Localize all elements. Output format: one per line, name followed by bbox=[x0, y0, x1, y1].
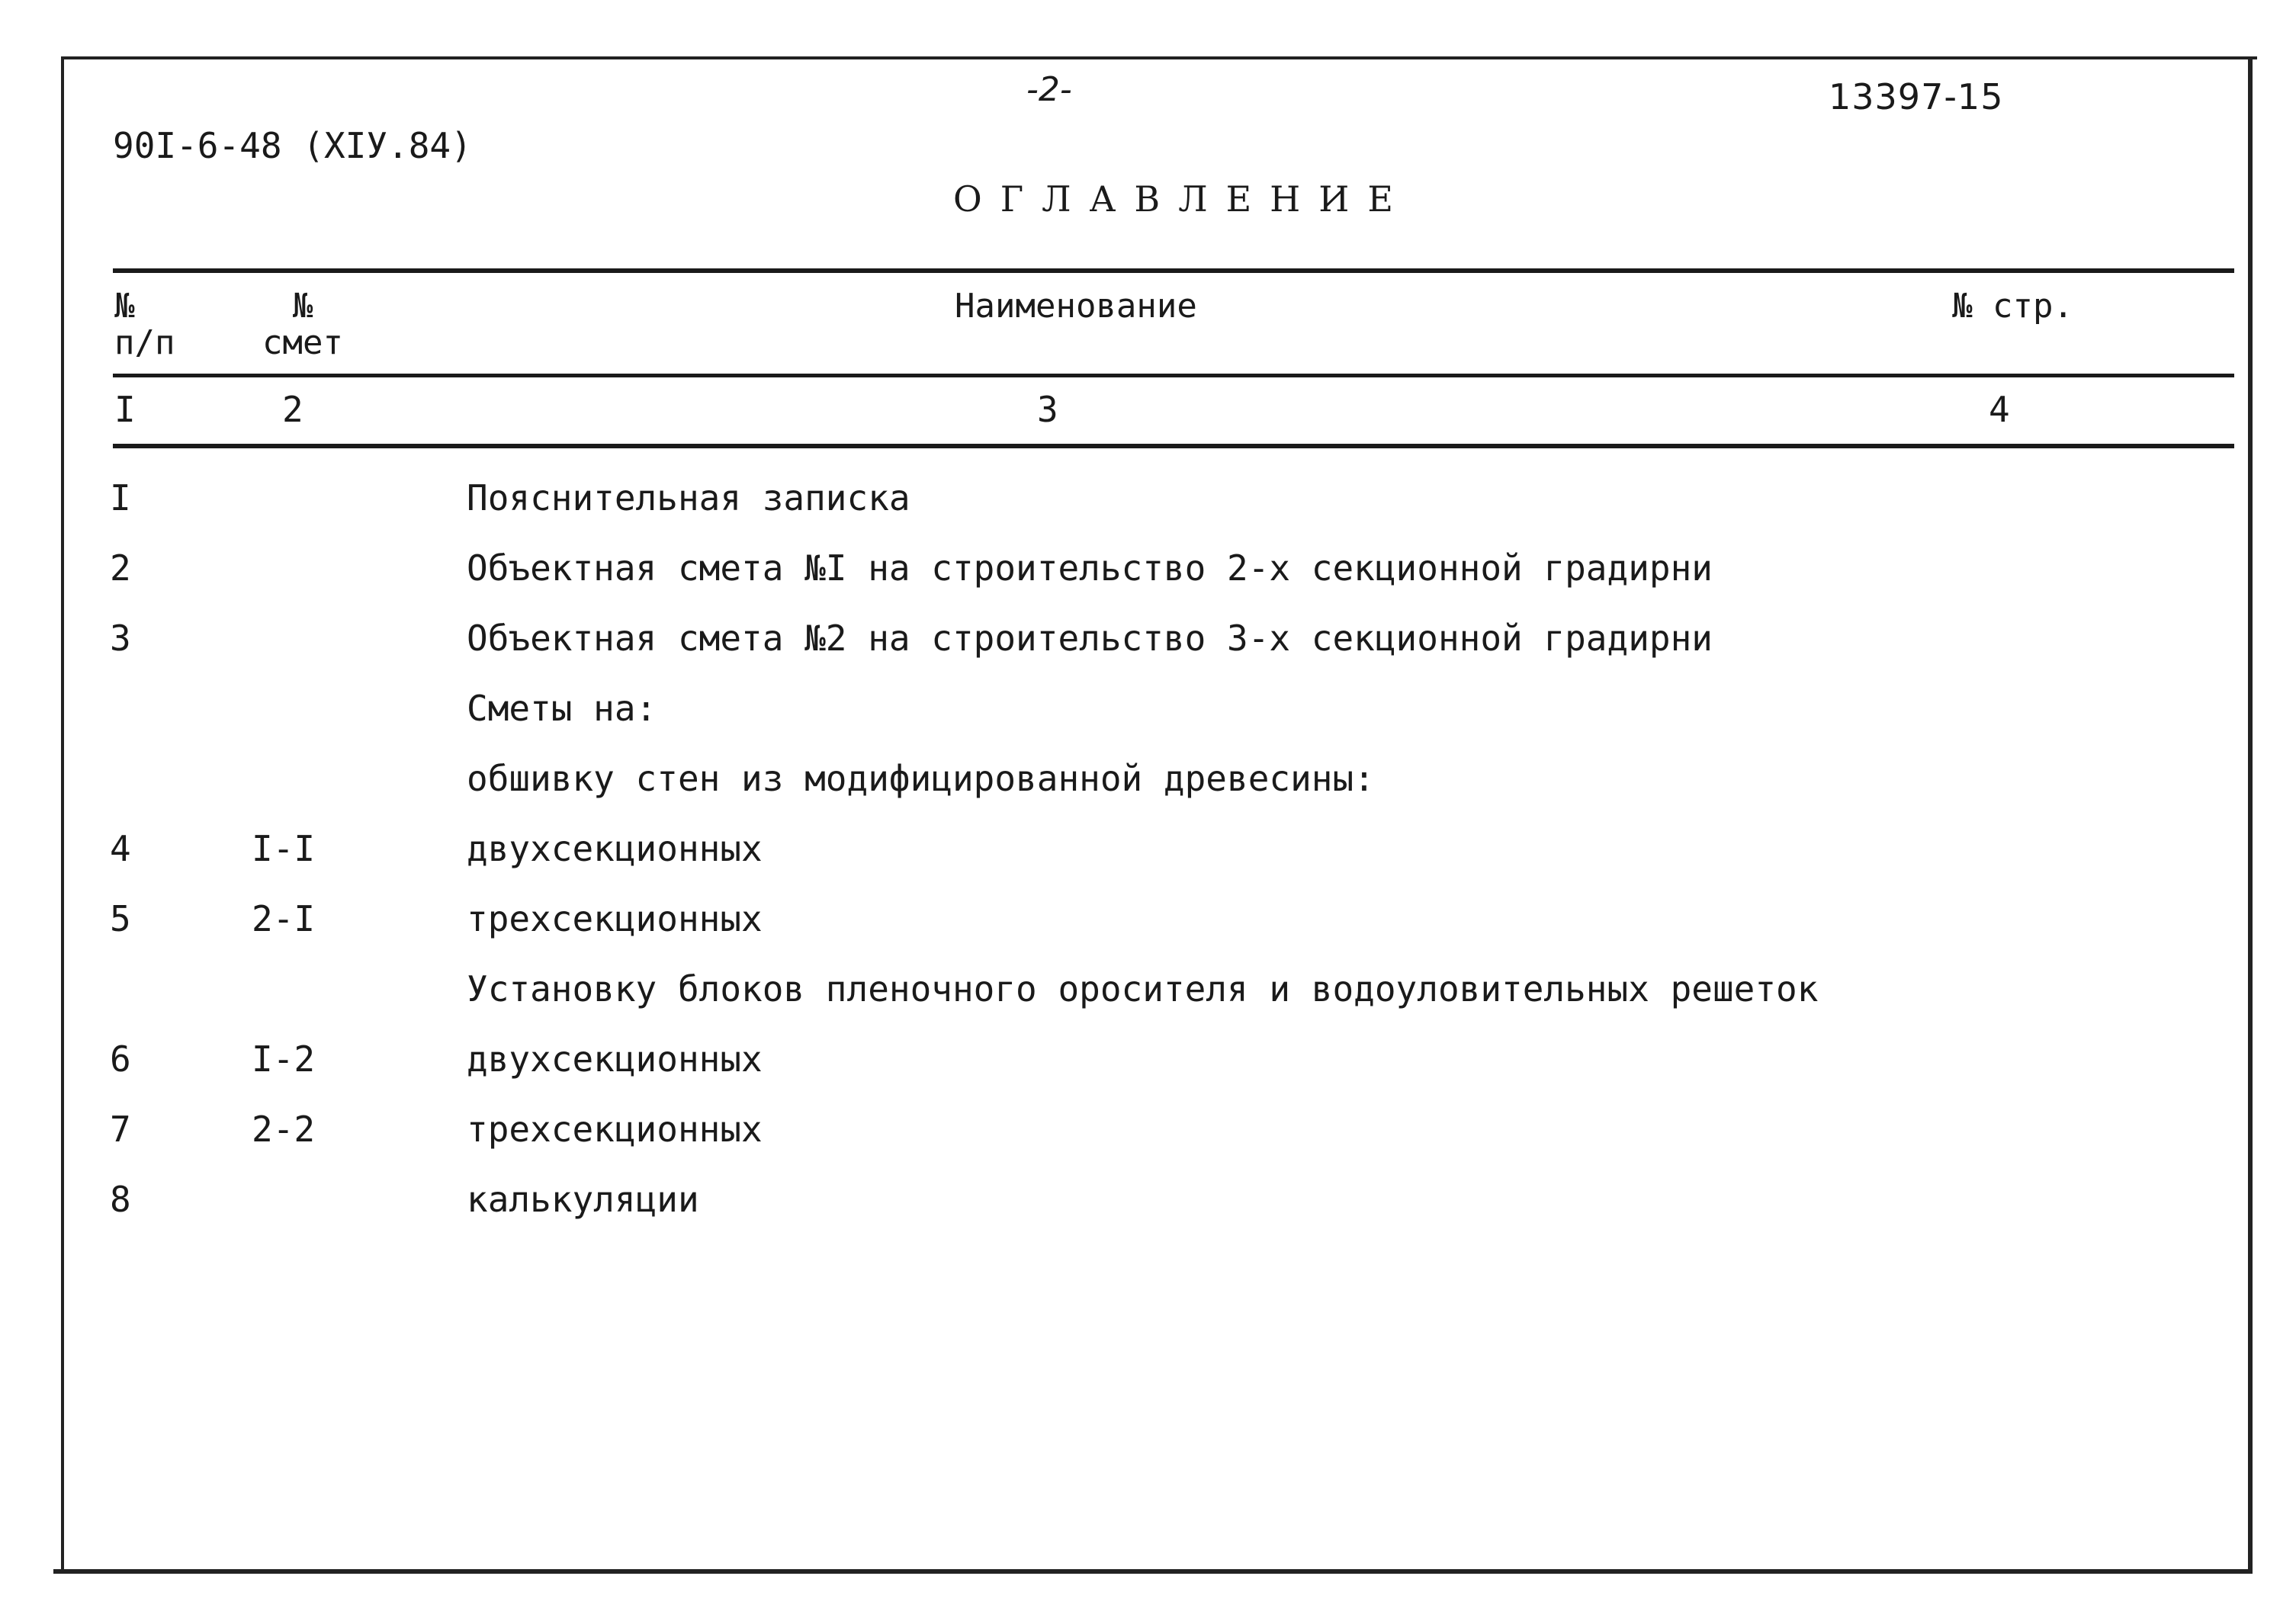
row-index: 8 bbox=[110, 1179, 131, 1220]
row-name: трехсекционных bbox=[467, 1109, 763, 1150]
row-name: Сметы на: bbox=[467, 688, 657, 729]
table-row bbox=[0, 898, 2296, 959]
row-name: Пояснительная записка bbox=[467, 477, 910, 518]
table-row bbox=[0, 688, 2296, 749]
table-row bbox=[0, 618, 2296, 679]
row-name: Объектная смета №2 на строительство 3-х секционной градирни bbox=[467, 618, 1713, 659]
table-row bbox=[0, 758, 2296, 819]
column-numbers-rule bbox=[113, 444, 2234, 448]
row-estimate: I-2 bbox=[252, 1038, 316, 1080]
row-name: Объектная смета №I на строительство 2-х секционной градирни bbox=[467, 547, 1713, 589]
column-header-estimate-number bbox=[262, 288, 343, 361]
row-name: двухсекционных bbox=[467, 1038, 763, 1080]
table-row bbox=[0, 547, 2296, 608]
row-index: 5 bbox=[110, 898, 131, 939]
project-code: 90I-6-48 (XIУ.84) bbox=[113, 125, 472, 166]
row-index: 4 bbox=[110, 828, 131, 869]
column-header-item-number bbox=[114, 288, 175, 361]
frame-top-line bbox=[64, 56, 2257, 59]
row-name: обшивку стен из модифицированной древесины: bbox=[467, 758, 1375, 799]
page-number: -2- bbox=[1026, 70, 1072, 109]
row-index: 3 bbox=[110, 618, 131, 659]
column-header-label: № bbox=[114, 287, 135, 326]
row-estimate: 2-I bbox=[252, 898, 316, 939]
row-name: трехсекционных bbox=[467, 898, 763, 939]
row-name: двухсекционных bbox=[467, 828, 763, 869]
column-header-page bbox=[1952, 288, 2073, 325]
table-row bbox=[0, 477, 2296, 538]
row-name: калькуляции bbox=[467, 1179, 699, 1220]
table-top-rule bbox=[113, 268, 2234, 273]
page-title: ОГЛАВЛЕНИЕ bbox=[953, 178, 1411, 220]
row-index: I bbox=[110, 477, 131, 518]
column-header-label: смет bbox=[262, 323, 343, 362]
column-number: I bbox=[114, 389, 136, 430]
row-index: 2 bbox=[110, 547, 131, 589]
header-divider-rule bbox=[113, 374, 2234, 377]
row-name: Установку блоков пленочного оросителя и водоуловительных решеток bbox=[467, 968, 1819, 1010]
column-number: 3 bbox=[1037, 389, 1058, 430]
table-row bbox=[0, 1109, 2296, 1170]
column-header-label: № стр. bbox=[1952, 287, 2073, 326]
column-header-name bbox=[955, 288, 1197, 325]
column-header-label: п/п bbox=[114, 323, 175, 362]
row-index: 7 bbox=[110, 1109, 131, 1150]
row-estimate: I-I bbox=[252, 828, 316, 869]
column-header-label: № bbox=[292, 287, 313, 326]
column-number: 2 bbox=[282, 389, 303, 430]
row-index: 6 bbox=[110, 1038, 131, 1080]
table-row bbox=[0, 828, 2296, 889]
row-estimate: 2-2 bbox=[252, 1109, 316, 1150]
column-header-label: Наименование bbox=[955, 287, 1197, 326]
column-number: 4 bbox=[1989, 389, 2010, 430]
document-number: 13397-15 bbox=[1829, 76, 2004, 117]
table-row bbox=[0, 1038, 2296, 1099]
table-row bbox=[0, 1179, 2296, 1240]
table-row bbox=[0, 968, 2296, 1029]
frame-bottom-line bbox=[53, 1569, 2253, 1574]
